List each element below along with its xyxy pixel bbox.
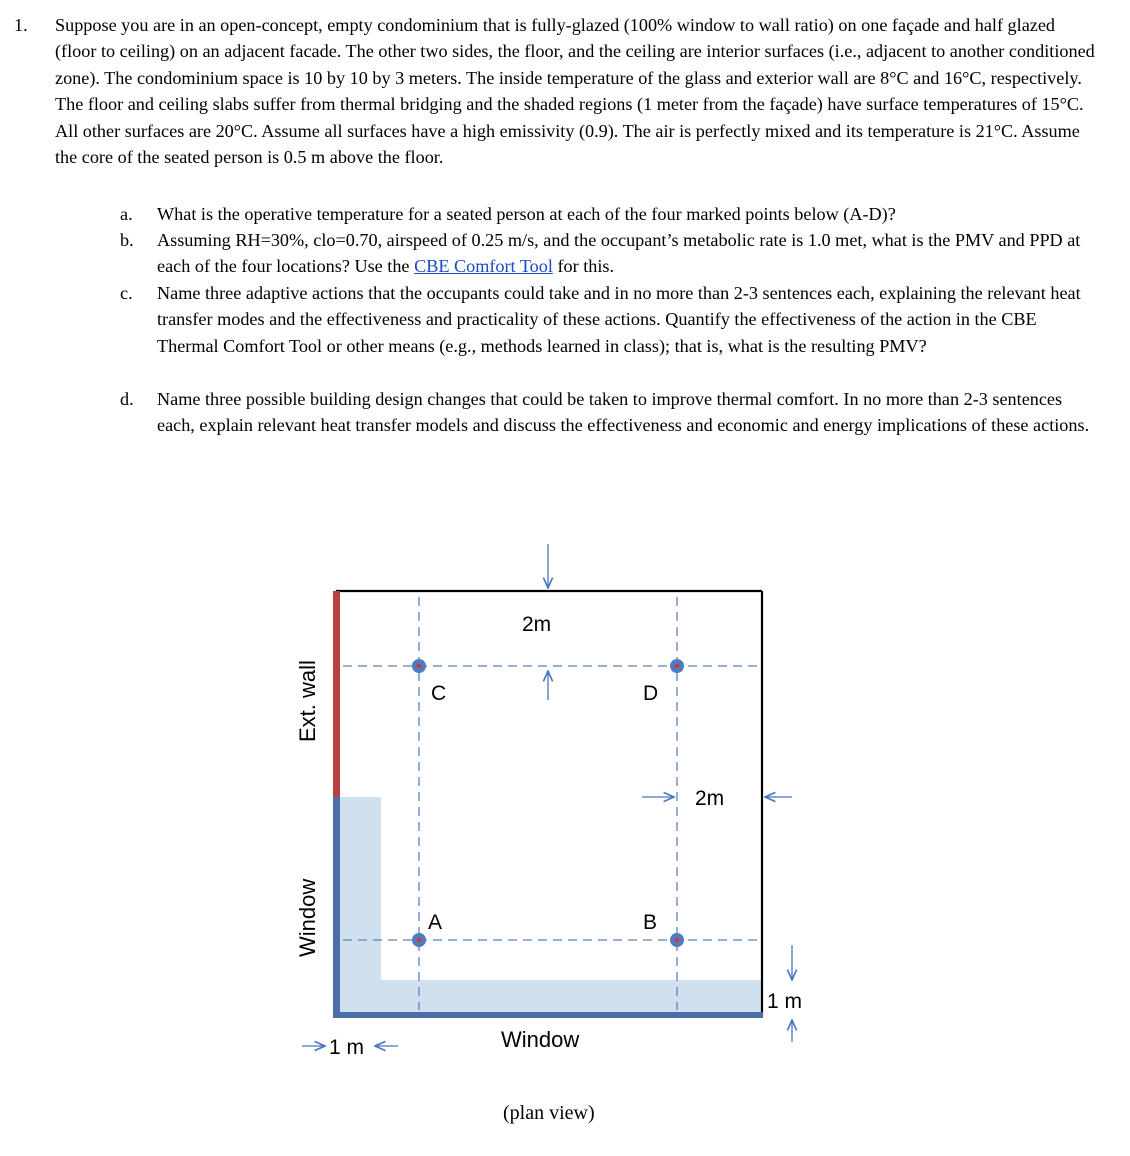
point-d-label: D [643, 682, 659, 705]
window-bottom-label: Window [501, 1027, 580, 1052]
exterior-wall [333, 591, 340, 797]
window-left [333, 797, 340, 1018]
point-b-label: B [643, 911, 658, 934]
subquestion-letter: b. [120, 230, 134, 250]
subquestion-letter: a. [120, 204, 133, 224]
subquestion-b-text-before: Assuming RH=30%, clo=0.70, airspeed of 0.25 m/s, and the occupant’s metabolic rate is 1.0 met, what is the PMV and PPD at each of the four locations? Use the [157, 230, 1081, 277]
ext-wall-label: Ext. wall [295, 660, 320, 742]
subquestion-text: Name three adaptive actions that the occupants could take and in no more than 2-3 sentences each, explaining the relevant heat transfer modes and the effectiveness and practicality of these actions. Quantify the effectiveness of the action in the CBE Thermal Comfort Tool or other means (e.g., methods learned in class); that is, what is the resulting PMV? [157, 283, 1081, 356]
top-dim-label: 2m [522, 613, 552, 636]
shaded-region [336, 797, 762, 1015]
point-c-marker [412, 659, 426, 673]
subquestion-letter: d. [120, 389, 134, 409]
window-left-label: Window [295, 878, 320, 957]
window-bottom [333, 1012, 763, 1018]
cbe-comfort-tool-link[interactable]: CBE Comfort Tool [414, 256, 553, 277]
plan-view-caption: (plan view) [503, 1102, 595, 1124]
bottom-right-dim-label: 1 m [767, 990, 803, 1013]
subquestion-letter: c. [120, 283, 133, 303]
subquestion-b-text-after: for this. [552, 256, 615, 277]
point-c-label: C [431, 682, 447, 705]
point-b-marker [670, 933, 684, 947]
point-a-label: A [428, 911, 443, 934]
subquestion-text: Name three possible building design changes that could be taken to improve thermal comfort. In no more than 2-3 sentences each, explain relevant heat transfer models and discuss the effectiveness and economic and energy implications of these actions. [157, 389, 1090, 436]
right-dim-label: 2m [695, 787, 725, 810]
question-number: 1. [14, 15, 28, 35]
left-dim-label: 1 m [329, 1036, 365, 1059]
point-a-marker [412, 933, 426, 947]
question-text: Suppose you are in an open-concept, empty condominium that is fully-glazed (100% window to wall ratio) on one façade and half glazed (floor to ceiling) on an adjacent facade. The other two sides, the floor, and the ceiling are interior surfaces (i.e., adjacent to another conditioned zone). The condominium space is 10 by 10 by 3 meters. The inside temperature of the glass and exterior wall are 8°C and 16°C, respectively. The floor and ceiling slabs suffer from thermal bridging and the shaded regions (1 meter from the façade) have surface temperatures of 15°C. All other surfaces are 20°C. Assume all surfaces have a high emissivity (0.9). The air is perfectly mixed and its temperature is 21°C. Assume the core of the seated person is 0.5 m above the floor. [55, 15, 1095, 168]
point-d-marker [670, 659, 684, 673]
subquestion-text: What is the operative temperature for a seated person at each of the four marked points below (A-D)? [157, 204, 896, 224]
